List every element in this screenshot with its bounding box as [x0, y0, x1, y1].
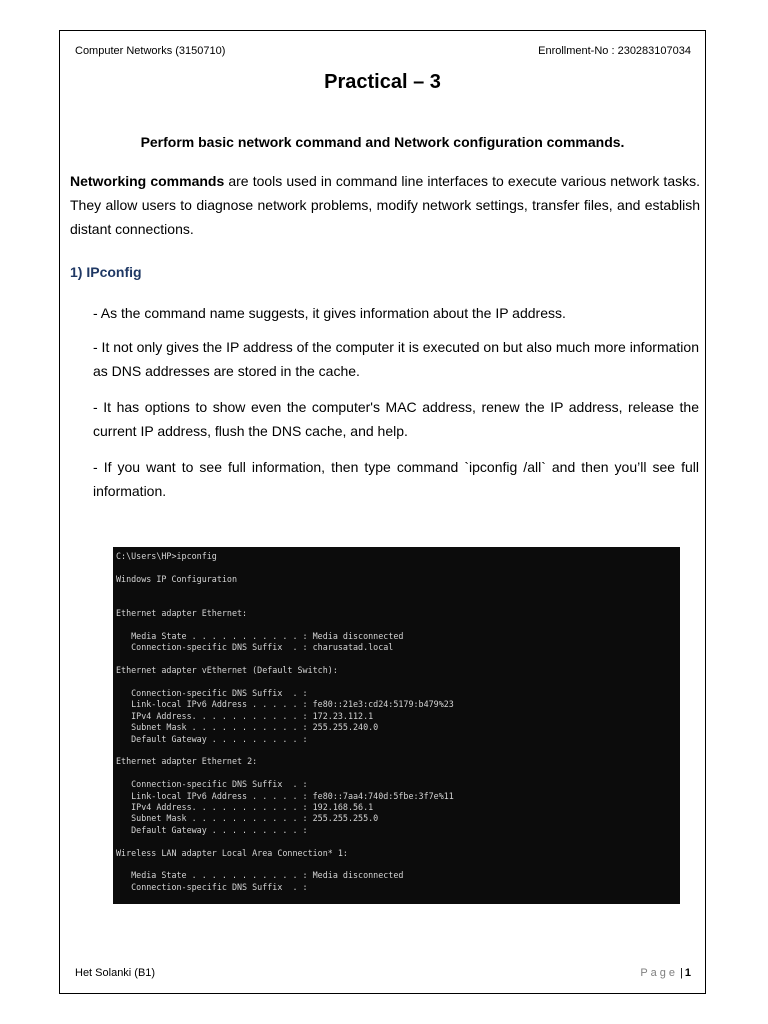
footer-page-number: 1 [684, 967, 691, 979]
bullet-point: - It not only gives the IP address of the computer it is executed on but also much more information as DNS addresses are stored in the cache. [93, 339, 699, 379]
footer-separator: | [680, 967, 683, 979]
bullet-point: - It has options to show even the computer's MAC address, renew the IP address, release the current IP address, flush the DNS cache, and help. [93, 399, 699, 439]
intro-text: are tools used in command line interfaces to execute various network tasks. They allow users to diagnose network problems, modify network settings, transfer files, and establish distant connections. [70, 173, 700, 237]
bullet-point: - As the command name suggests, it gives information about the IP address. [93, 305, 566, 321]
bullet-point: - If you want to see full information, then type command `ipconfig /all` and then you’ll see full information. [93, 459, 699, 499]
footer-page-info [640, 967, 691, 979]
terminal-screenshot [113, 547, 680, 904]
header-course: Computer Networks (3150710) [75, 45, 226, 57]
page-title: Practical – 3 [324, 71, 441, 93]
footer-page-word: Page [640, 967, 679, 979]
intro-bold-term: Networking commands [70, 173, 225, 189]
header-enrollment: Enrollment-No : 230283107034 [538, 45, 691, 57]
intro-paragraph [70, 169, 700, 241]
section-heading: 1) IPconfig [70, 264, 142, 280]
aim-statement: Perform basic network command and Network configuration commands. [140, 134, 625, 150]
footer-author: Het Solanki (B1) [75, 967, 156, 979]
terminal-output: C:\Users\HP>ipconfig Windows IP Configuration Ethernet adapter Ethernet: Media State . . . . . . . . . . . : Media disconnected Connection-specific DNS Suffix . : charusatad.local Ethernet adapter vEthernet (Default Switch): Connection-specific DNS Suffix . : Link-local IPv6 Address . . . . . : fe80::21e3:cd24:5179:b479%23 IPv4 Address. . . . . . . . . . . : 172.23.112.1 Subnet Mask . . . . . . . . . . . : 255.255.240.0 Default Gateway . . . . . . . . . : Ethernet adapter Ethernet 2: Connection-specific DNS Suffix . : Link-local IPv6 Address . . . . . : fe80::7aa4:740d:5fbe:3f7e%11 IPv4 Address. . . . . . . . . . . : 192.168.56.1 Subnet Mask . . . . . . . . . . . : 255.255.255.0 Default Gateway . . . . . . . . . : Wireless LAN adapter Local Area Connection* 1: Media State . . . . . . . . . . . : Media disconnected Connection-specific DNS Suffix . : [116, 551, 454, 892]
